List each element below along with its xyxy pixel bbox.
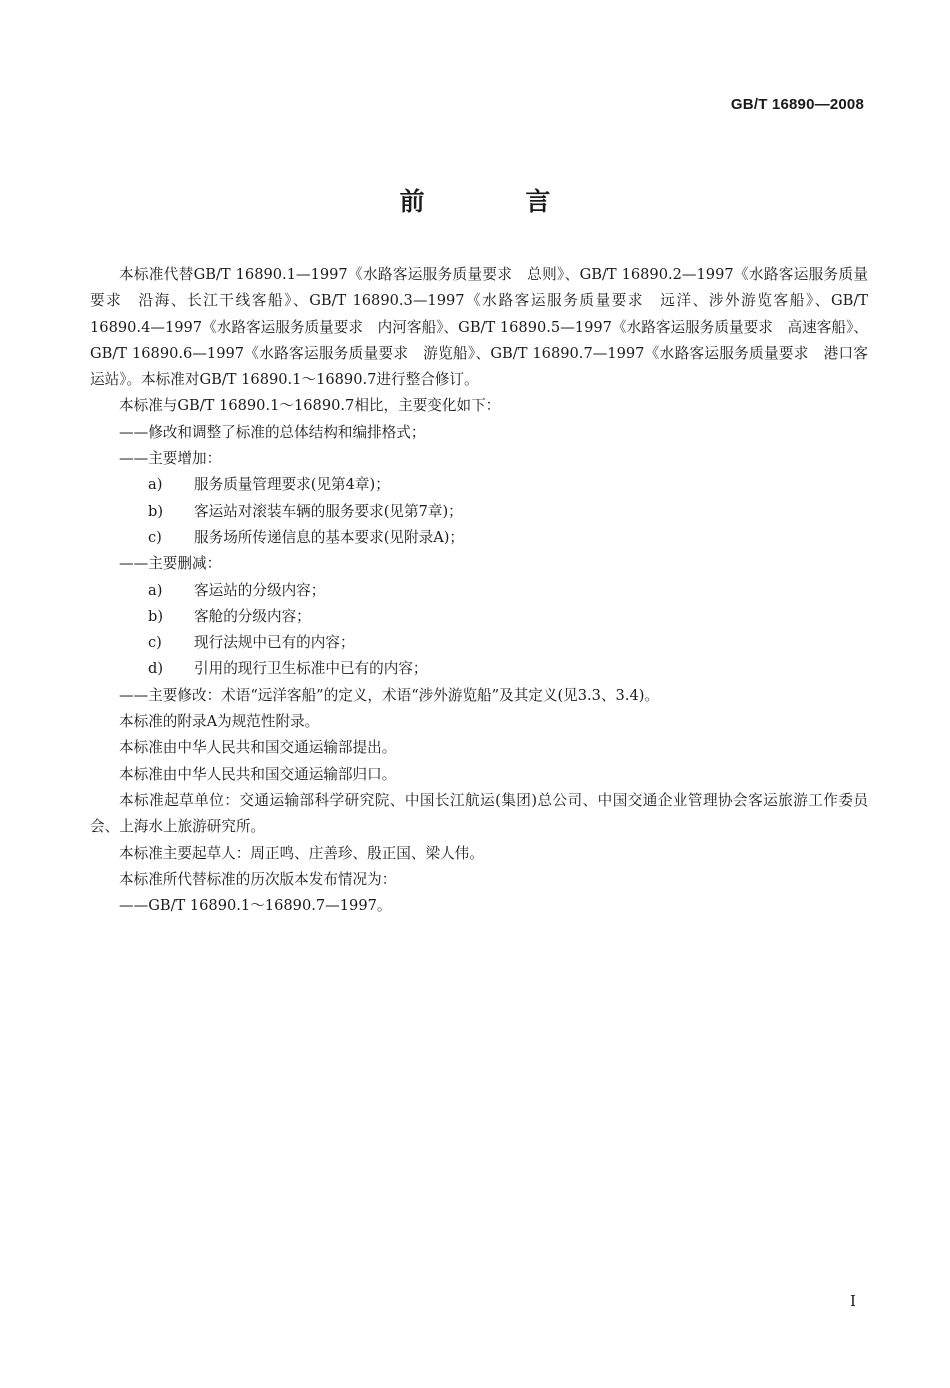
list-item xyxy=(90,604,868,630)
change-item-structure: ——修改和调整了标准的总体结构和编排格式； xyxy=(119,423,426,441)
list-item xyxy=(90,630,868,656)
list-item-label: b) xyxy=(148,607,164,625)
paragraph-annex: 本标准的附录A为规范性附录。 xyxy=(119,713,320,731)
list-item-text: 服务质量管理要求(见第4章)； xyxy=(194,476,390,494)
list-item xyxy=(90,525,868,551)
page-number: I xyxy=(850,1292,856,1310)
standard-code: GB/T 16890—2008 xyxy=(730,96,864,113)
list-item-label: c) xyxy=(148,528,162,546)
list-item-text: 客舱的分级内容； xyxy=(194,607,311,625)
list-item-label: b) xyxy=(148,502,164,520)
paragraph-history-intro: 本标准所代替标准的历次版本发布情况为： xyxy=(119,870,397,888)
paragraph-changes-intro: 本标准与GB/T 16890.1～16890.7相比，主要变化如下： xyxy=(119,397,501,415)
change-item-deletions: ——主要删减： xyxy=(119,555,222,573)
paragraph-replacement: 本标准代替GB/T 16890.1—1997《水路客运服务质量要求 总则》、GB/T 16890.2—1997《水路客运服务质量要求 沿海、长江干线客船》、GB/T 16890.3—1997《水路客运服务质量要求 远洋、涉外游览客船》、GB/T 16890.4—1997《水路客运服务质量要求 内河客船》、GB/T 16890.5—1997《水路客运服务质量要求 高速客船》、GB/T 16890.6—1997《水路客运服务质量要求 游览船》、GB/T 16890.7—1997《水路客运服务质量要求 港口客运站》。本标准对GB/T 16890.1～16890.7进行整合修订。 xyxy=(90,266,868,389)
list-item xyxy=(90,472,868,498)
list-item-label: d) xyxy=(148,660,164,678)
list-item-text: 现行法规中已有的内容； xyxy=(194,634,355,652)
paragraph-administrator: 本标准由中华人民共和国交通运输部归口。 xyxy=(119,765,397,783)
list-item-label: c) xyxy=(148,634,162,652)
list-item-text: 服务场所传递信息的基本要求(见附录A)； xyxy=(194,528,465,546)
list-item-text: 引用的现行卫生标准中已有的内容； xyxy=(194,660,428,678)
document-body xyxy=(90,262,868,919)
paragraph-proposer: 本标准由中华人民共和国交通运输部提出。 xyxy=(119,739,397,757)
list-item xyxy=(90,499,868,525)
history-item: ——GB/T 16890.1～16890.7—1997。 xyxy=(119,897,392,915)
page-title: 前 言 xyxy=(399,187,597,216)
paragraph-drafting-units: 本标准起草单位：交通运输部科学研究院、中国长江航运(集团)总公司、中国交通企业管理协会客运旅游工作委员会、上海水上旅游研究所。 xyxy=(90,791,868,836)
list-item-text: 客运站的分级内容； xyxy=(194,581,326,599)
list-item-text: 客运站对滚装车辆的服务要求(见第7章)； xyxy=(194,502,463,520)
list-item-label: a) xyxy=(148,581,163,599)
list-item-label: a) xyxy=(148,476,163,494)
change-item-additions: ——主要增加： xyxy=(119,450,222,468)
paragraph-drafters: 本标准主要起草人：周正鸣、庄善珍、殷正国、梁人伟。 xyxy=(119,844,484,862)
list-item xyxy=(90,656,868,682)
list-item xyxy=(90,578,868,604)
change-item-modifications: ——主要修改：术语“远洋客船”的定义，术语“涉外游览船”及其定义(见3.3、3.4)。 xyxy=(119,686,660,704)
